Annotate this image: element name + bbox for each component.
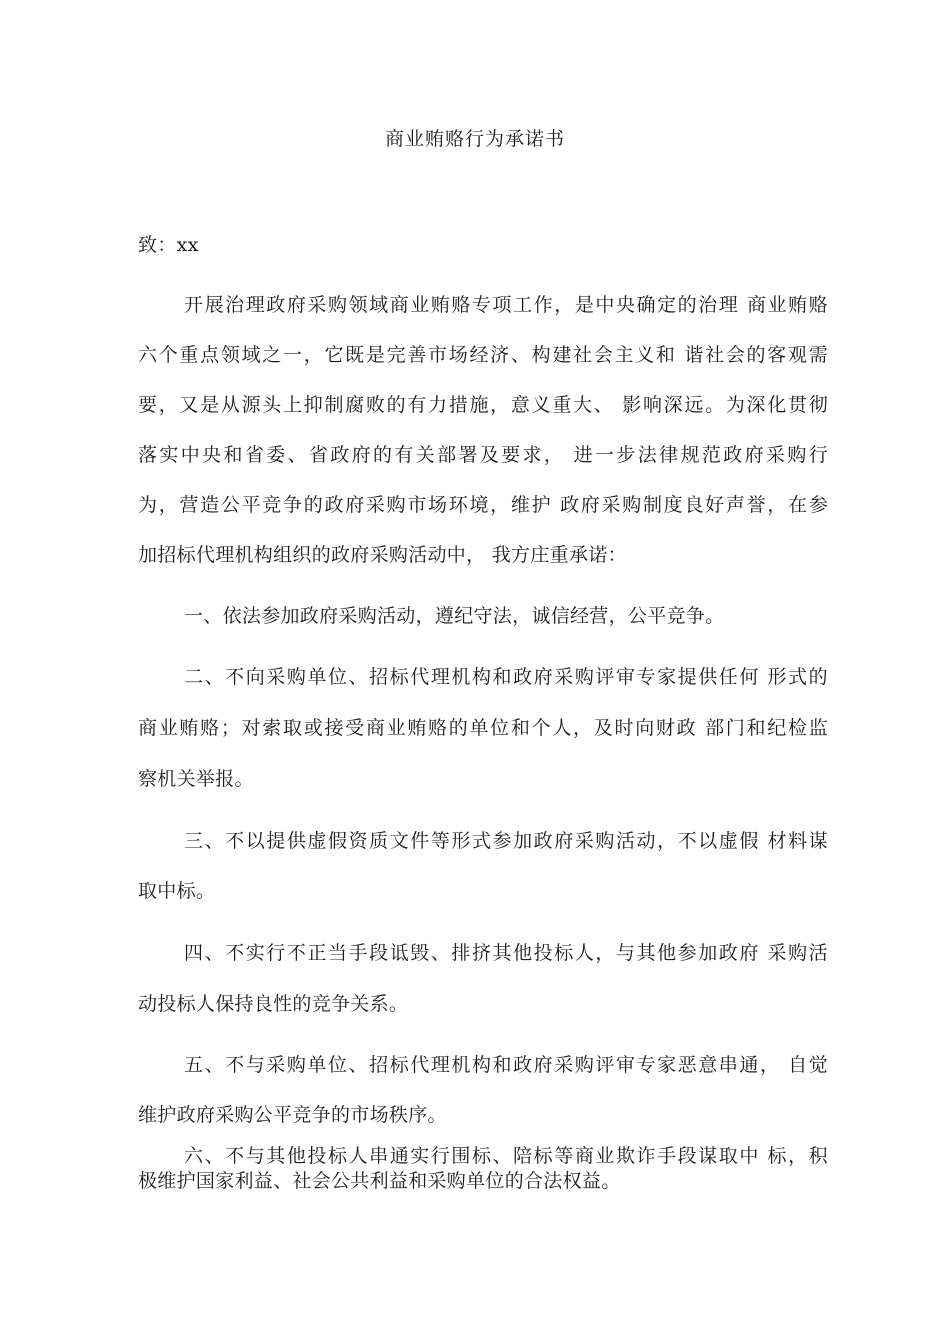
pledge-item-2-line: 察机关举报。 <box>138 768 254 790</box>
document-title: 商业贿赂行为承诺书 <box>384 128 565 150</box>
intro-line: 为，营造公平竞争的政府采购市场环境，维护 政府采购制度良好声誉，在参 <box>138 494 828 516</box>
pledge-item-5-line: 维护政府采购公平竞争的市场秩序。 <box>138 1104 447 1126</box>
intro-line: 开展治理政府采购领域商业贿赂专项工作，是中央确定的治理 商业贿赂 <box>184 294 828 316</box>
pledge-item-3-line: 三、不以提供虚假资质文件等形式参加政府采购活动，不以虚假 材料谋 <box>184 830 828 852</box>
pledge-item-1: 一、依法参加政府采购活动，遵纪守法，诚信经营，公平竞争。 <box>184 605 725 627</box>
pledge-item-2-line: 商业贿赂；对索取或接受商业贿赂的单位和个人，及时向财政 部门和纪检监 <box>138 717 828 739</box>
pledge-item-2-line: 二、不向采购单位、招标代理机构和政府采购评审专家提供任何 形式的 <box>184 666 828 688</box>
pledge-item-4-line: 四、不实行不正当手段诋毁、排挤其他投标人，与其他参加政府 采购活 <box>184 942 828 964</box>
intro-line: 要，又是从源头上抑制腐败的有力措施，意义重大、 影响深远。为深化贯彻 <box>138 394 828 416</box>
pledge-item-6-line: 极维护国家利益、社会公共利益和采购单位的合法权益。 <box>138 1170 621 1192</box>
pledge-item-6-line: 六、不与其他投标人串通实行围标、陪标等商业欺诈手段谋取中 标，积 <box>184 1145 828 1167</box>
pledge-item-4-line: 动投标人保持良性的竞争关系。 <box>138 993 409 1015</box>
intro-line: 落实中央和省委、省政府的有关部署及要求， 进一步法律规范政府采购行 <box>138 444 828 466</box>
pledge-item-3-line: 取中标。 <box>138 880 216 902</box>
pledge-item-5-line: 五、不与采购单位、招标代理机构和政府采购评审专家恶意串通， 自觉 <box>184 1054 828 1076</box>
intro-line: 加招标代理机构组织的政府采购活动中， 我方庄重承诺： <box>138 544 627 566</box>
intro-line: 六个重点领域之一，它既是完善市场经济、构建社会主义和 谐社会的客观需 <box>138 344 828 366</box>
salutation: 致：xx <box>138 234 199 256</box>
